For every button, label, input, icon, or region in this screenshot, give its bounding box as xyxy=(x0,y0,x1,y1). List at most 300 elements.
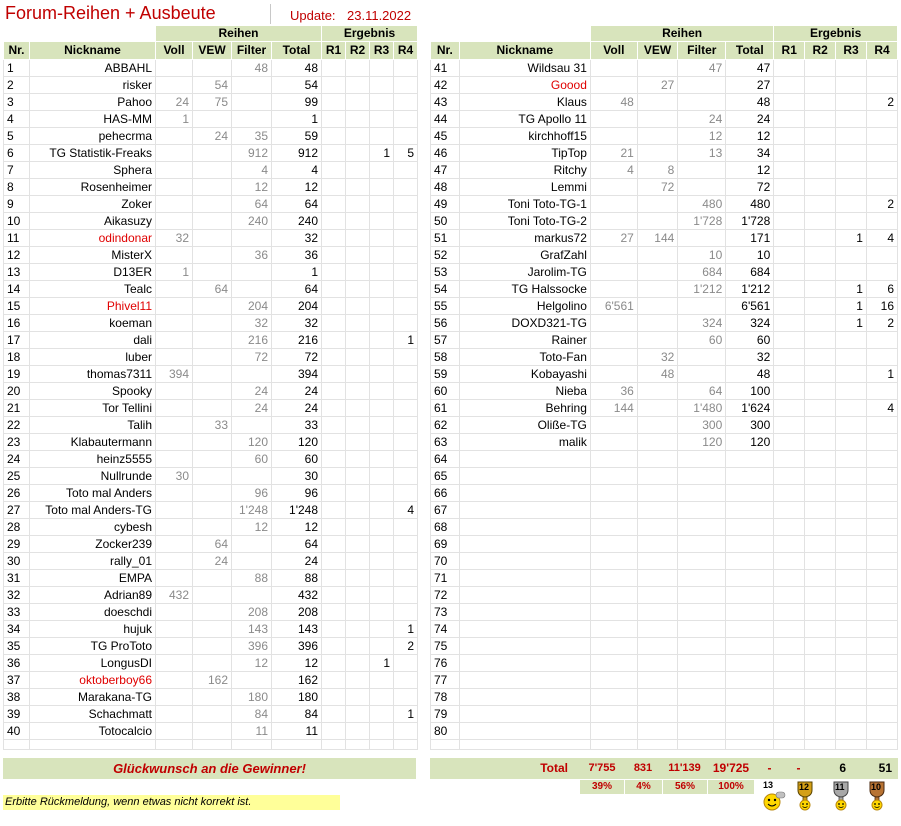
cell-nick xyxy=(459,604,590,621)
cell-r2 xyxy=(346,77,370,94)
cell-nick: Spooky xyxy=(30,383,156,400)
cell-nick: LongusDI xyxy=(30,655,156,672)
cell-filter: 1'480 xyxy=(678,400,726,417)
cell-r2 xyxy=(805,417,836,434)
cell-nr: 20 xyxy=(4,383,30,400)
cell-r4 xyxy=(394,723,418,740)
cell-r2 xyxy=(805,213,836,230)
cell-nick: dali xyxy=(30,332,156,349)
table-row xyxy=(4,179,418,196)
cell-r1 xyxy=(774,111,805,128)
spacer-cell xyxy=(866,740,897,750)
cell-total: 204 xyxy=(272,298,322,315)
cell-filter xyxy=(678,451,726,468)
cell-r4 xyxy=(866,672,897,689)
cell-r2 xyxy=(805,366,836,383)
cell-nr: 65 xyxy=(431,468,460,485)
cell-r3 xyxy=(370,706,394,723)
total-r3: 6 xyxy=(839,761,846,775)
cell-nick xyxy=(459,621,590,638)
cell-vew xyxy=(637,536,678,553)
update-label: Update: xyxy=(290,8,336,23)
col-r2: R2 xyxy=(805,42,836,60)
cell-voll: 32 xyxy=(156,230,193,247)
cell-filter: 12 xyxy=(232,179,272,196)
cell-r4 xyxy=(394,604,418,621)
cell-total: 47 xyxy=(726,60,774,77)
cell-r3: 1 xyxy=(836,281,867,298)
cell-r3 xyxy=(370,111,394,128)
cell-r1 xyxy=(322,264,346,281)
cell-nr: 3 xyxy=(4,94,30,111)
cell-nick: Goood xyxy=(459,77,590,94)
table-row xyxy=(431,264,898,281)
page-title: Forum-Reihen + Ausbeute xyxy=(5,3,216,23)
cell-r3 xyxy=(370,519,394,536)
cell-voll xyxy=(156,451,193,468)
cell-r1 xyxy=(322,281,346,298)
cell-voll: 6'561 xyxy=(590,298,637,315)
cell-filter: 120 xyxy=(232,434,272,451)
cell-filter xyxy=(678,621,726,638)
col-r2: R2 xyxy=(346,42,370,60)
cell-voll xyxy=(156,298,193,315)
cell-nr: 56 xyxy=(431,315,460,332)
pct-filter: 56% xyxy=(663,780,707,794)
cell-vew xyxy=(637,298,678,315)
cell-r2 xyxy=(346,264,370,281)
table-row xyxy=(431,519,898,536)
cell-vew xyxy=(637,400,678,417)
table-row xyxy=(431,145,898,162)
spacer-cell xyxy=(431,740,460,750)
cell-voll xyxy=(156,417,193,434)
cell-vew xyxy=(637,332,678,349)
cell-filter: 24 xyxy=(232,383,272,400)
cell-filter xyxy=(678,230,726,247)
cell-total: 64 xyxy=(272,536,322,553)
cell-nr: 18 xyxy=(4,349,30,366)
cell-nr: 12 xyxy=(4,247,30,264)
cell-total: 10 xyxy=(726,247,774,264)
cell-r4 xyxy=(394,230,418,247)
cell-r4 xyxy=(394,349,418,366)
cell-voll xyxy=(590,77,637,94)
cell-filter xyxy=(678,536,726,553)
cell-total: 12 xyxy=(272,519,322,536)
medal-label-12: 12 xyxy=(799,782,810,792)
cell-r2 xyxy=(346,162,370,179)
cell-r3 xyxy=(836,332,867,349)
cell-total xyxy=(726,604,774,621)
cell-vew xyxy=(193,230,232,247)
cell-filter xyxy=(678,570,726,587)
cell-r4 xyxy=(866,417,897,434)
cell-nr: 11 xyxy=(4,230,30,247)
cell-voll xyxy=(590,587,637,604)
table-row xyxy=(431,502,898,519)
cell-r4 xyxy=(866,179,897,196)
cell-r4 xyxy=(394,383,418,400)
table-row xyxy=(431,213,898,230)
cell-vew xyxy=(637,264,678,281)
cell-r3: 1 xyxy=(836,315,867,332)
cell-r4 xyxy=(394,213,418,230)
cell-nr: 10 xyxy=(4,213,30,230)
cell-vew xyxy=(637,468,678,485)
table-row xyxy=(4,468,418,485)
table-row xyxy=(4,264,418,281)
cell-voll xyxy=(156,553,193,570)
cell-r1 xyxy=(322,604,346,621)
cell-r3 xyxy=(836,468,867,485)
cell-r3 xyxy=(836,77,867,94)
cell-nick xyxy=(459,468,590,485)
cell-total xyxy=(726,672,774,689)
cell-r2 xyxy=(805,383,836,400)
cell-nr: 36 xyxy=(4,655,30,672)
header-ergebnis: Ergebnis xyxy=(322,26,418,42)
cell-vew: 32 xyxy=(637,349,678,366)
cell-r2 xyxy=(805,145,836,162)
cell-r1 xyxy=(322,196,346,213)
cell-total: 171 xyxy=(726,230,774,247)
cell-voll xyxy=(156,655,193,672)
cell-nr: 77 xyxy=(431,672,460,689)
cell-nr: 21 xyxy=(4,400,30,417)
cell-r2 xyxy=(346,502,370,519)
cell-r2 xyxy=(805,723,836,740)
cell-total xyxy=(726,689,774,706)
cell-r1 xyxy=(774,366,805,383)
cell-voll xyxy=(156,638,193,655)
cell-r2 xyxy=(805,638,836,655)
cell-nr: 27 xyxy=(4,502,30,519)
cell-r3 xyxy=(836,485,867,502)
table-spacer-row xyxy=(4,740,418,750)
cell-total: 912 xyxy=(272,145,322,162)
cell-nick: Kobayashi xyxy=(459,366,590,383)
cell-r3 xyxy=(370,264,394,281)
cell-vew xyxy=(637,604,678,621)
cell-voll xyxy=(156,706,193,723)
cell-r4 xyxy=(866,128,897,145)
cell-r2 xyxy=(805,502,836,519)
spacer-cell xyxy=(637,740,678,750)
total-r4: 51 xyxy=(878,761,892,775)
table-row xyxy=(431,485,898,502)
cell-vew xyxy=(193,655,232,672)
cell-r1 xyxy=(774,400,805,417)
cell-voll xyxy=(590,451,637,468)
table-row xyxy=(4,638,418,655)
cell-vew xyxy=(193,434,232,451)
cell-filter: 35 xyxy=(232,128,272,145)
cell-r3 xyxy=(836,196,867,213)
cell-r1 xyxy=(322,128,346,145)
cell-nick: Toni Toto-TG-2 xyxy=(459,213,590,230)
cell-r1 xyxy=(774,281,805,298)
cell-nick: doeschdi xyxy=(30,604,156,621)
table-row xyxy=(4,60,418,77)
cell-r3 xyxy=(836,417,867,434)
cell-nr: 53 xyxy=(431,264,460,281)
cell-r1 xyxy=(774,604,805,621)
cell-nr: 14 xyxy=(4,281,30,298)
cell-r1 xyxy=(322,60,346,77)
cell-r1 xyxy=(774,94,805,111)
cell-total: 162 xyxy=(272,672,322,689)
cell-voll xyxy=(156,77,193,94)
cell-total xyxy=(726,621,774,638)
table-row xyxy=(431,281,898,298)
cell-total xyxy=(726,638,774,655)
cell-r1 xyxy=(774,230,805,247)
cell-r4 xyxy=(866,570,897,587)
medal-label-11: 11 xyxy=(835,782,845,792)
cell-voll xyxy=(590,60,637,77)
table-row xyxy=(431,400,898,417)
table-row xyxy=(431,383,898,400)
cell-r2 xyxy=(346,417,370,434)
cell-r4 xyxy=(866,77,897,94)
cell-nr: 5 xyxy=(4,128,30,145)
cell-r4 xyxy=(394,536,418,553)
cell-r4 xyxy=(866,638,897,655)
cell-voll xyxy=(590,536,637,553)
cell-voll xyxy=(156,621,193,638)
table-row xyxy=(4,553,418,570)
table-row xyxy=(4,281,418,298)
cell-r3 xyxy=(370,230,394,247)
header-reihen: Reihen xyxy=(156,26,322,42)
cell-r4 xyxy=(866,604,897,621)
cell-r2 xyxy=(805,604,836,621)
cell-r1 xyxy=(774,213,805,230)
cell-r1 xyxy=(774,196,805,213)
cell-total xyxy=(726,536,774,553)
cell-r1 xyxy=(774,723,805,740)
cell-r4: 5 xyxy=(394,145,418,162)
cell-r2 xyxy=(805,77,836,94)
cell-vew: 33 xyxy=(193,417,232,434)
cell-total xyxy=(726,485,774,502)
cell-nr: 43 xyxy=(431,94,460,111)
table-row xyxy=(4,400,418,417)
cell-nick xyxy=(459,655,590,672)
cell-r2 xyxy=(805,451,836,468)
cell-nick: rally_01 xyxy=(30,553,156,570)
cell-filter xyxy=(678,94,726,111)
cell-nick: DOXD321-TG xyxy=(459,315,590,332)
cell-nick xyxy=(459,519,590,536)
cell-r4: 4 xyxy=(866,230,897,247)
table-row xyxy=(4,485,418,502)
cell-r1 xyxy=(322,230,346,247)
medal-label-10: 10 xyxy=(871,782,882,792)
cell-vew xyxy=(193,604,232,621)
cell-voll xyxy=(156,332,193,349)
cell-total: 59 xyxy=(272,128,322,145)
cell-voll xyxy=(156,604,193,621)
cell-r1 xyxy=(322,77,346,94)
cell-r2 xyxy=(805,264,836,281)
cell-nick xyxy=(459,485,590,502)
total-total: 19'725 xyxy=(712,761,750,775)
cell-r1 xyxy=(322,179,346,196)
cell-nick: Toto mal Anders xyxy=(30,485,156,502)
cell-r3 xyxy=(370,553,394,570)
cell-r4 xyxy=(394,315,418,332)
cell-r3 xyxy=(370,383,394,400)
col-filter: Filter xyxy=(678,42,726,60)
cell-nick: Ritchy xyxy=(459,162,590,179)
table-row xyxy=(431,434,898,451)
cell-total xyxy=(726,587,774,604)
table-row xyxy=(431,723,898,740)
cell-nick: Tealc xyxy=(30,281,156,298)
cell-vew xyxy=(193,638,232,655)
cell-filter xyxy=(678,553,726,570)
cell-r4 xyxy=(394,77,418,94)
cell-nick: Zoker xyxy=(30,196,156,213)
cell-total: 1'248 xyxy=(272,502,322,519)
cell-r3 xyxy=(370,196,394,213)
cell-r3 xyxy=(836,655,867,672)
cell-r4 xyxy=(866,451,897,468)
cell-voll xyxy=(156,383,193,400)
cell-r1 xyxy=(322,655,346,672)
cell-vew xyxy=(637,655,678,672)
table-row xyxy=(431,587,898,604)
cell-total: 36 xyxy=(272,247,322,264)
cell-r4 xyxy=(394,264,418,281)
table-row xyxy=(431,77,898,94)
cell-nr: 70 xyxy=(431,553,460,570)
spacer-cell xyxy=(459,740,590,750)
cell-nr: 23 xyxy=(4,434,30,451)
header-ergebnis: Ergebnis xyxy=(774,26,898,42)
cell-r3 xyxy=(370,502,394,519)
header-row-group xyxy=(4,26,418,42)
cell-vew xyxy=(193,519,232,536)
cell-total xyxy=(726,570,774,587)
cell-r3 xyxy=(370,315,394,332)
cell-nr: 61 xyxy=(431,400,460,417)
cell-nr: 15 xyxy=(4,298,30,315)
cell-filter: 13 xyxy=(678,145,726,162)
cell-r2 xyxy=(346,638,370,655)
cell-r2 xyxy=(346,332,370,349)
cell-filter: 84 xyxy=(232,706,272,723)
cell-voll xyxy=(590,570,637,587)
cell-filter xyxy=(232,94,272,111)
pct-vew: 4% xyxy=(625,780,662,794)
cell-voll xyxy=(590,553,637,570)
cell-r1 xyxy=(774,247,805,264)
cell-nick: cybesh xyxy=(30,519,156,536)
table-row xyxy=(4,672,418,689)
cell-filter: 216 xyxy=(232,332,272,349)
cell-total: 1'212 xyxy=(726,281,774,298)
cell-r2 xyxy=(346,570,370,587)
cell-r1 xyxy=(774,672,805,689)
cell-r3 xyxy=(836,451,867,468)
cell-filter: 300 xyxy=(678,417,726,434)
cell-voll xyxy=(590,502,637,519)
cell-nick: malik xyxy=(459,434,590,451)
cell-r3 xyxy=(836,621,867,638)
cell-r1 xyxy=(322,553,346,570)
cell-r3 xyxy=(836,60,867,77)
table-row xyxy=(4,434,418,451)
cell-nick: TG Apollo 11 xyxy=(459,111,590,128)
cell-filter: 24 xyxy=(232,400,272,417)
cell-vew xyxy=(193,706,232,723)
cell-vew xyxy=(193,485,232,502)
left-table xyxy=(3,25,418,750)
cell-r4 xyxy=(394,434,418,451)
cell-total: 1 xyxy=(272,111,322,128)
cell-nick: Behring xyxy=(459,400,590,417)
cell-r3 xyxy=(370,213,394,230)
cell-total: 12 xyxy=(272,179,322,196)
cell-nr: 60 xyxy=(431,383,460,400)
cell-voll xyxy=(156,60,193,77)
cell-vew xyxy=(637,553,678,570)
table-row xyxy=(4,230,418,247)
table-row xyxy=(4,247,418,264)
cell-r2 xyxy=(805,536,836,553)
cell-r4 xyxy=(866,468,897,485)
cell-filter: 4 xyxy=(232,162,272,179)
cell-r2 xyxy=(805,434,836,451)
cell-voll xyxy=(590,366,637,383)
cell-r4 xyxy=(394,366,418,383)
cell-r4 xyxy=(394,587,418,604)
cell-vew xyxy=(637,281,678,298)
cell-filter: 96 xyxy=(232,485,272,502)
cell-filter: 180 xyxy=(232,689,272,706)
cell-r1 xyxy=(322,451,346,468)
cell-r4 xyxy=(866,536,897,553)
cell-r4 xyxy=(866,247,897,264)
total-r1: - xyxy=(767,761,772,775)
cell-vew xyxy=(637,689,678,706)
cell-r3 xyxy=(370,434,394,451)
cell-r3 xyxy=(370,349,394,366)
cell-vew xyxy=(193,179,232,196)
cell-total: 72 xyxy=(726,179,774,196)
cell-total xyxy=(726,723,774,740)
cell-nr: 19 xyxy=(4,366,30,383)
cell-nr: 76 xyxy=(431,655,460,672)
cell-filter xyxy=(232,281,272,298)
cell-r4 xyxy=(866,111,897,128)
cell-nr: 9 xyxy=(4,196,30,213)
cell-nick: Oliße-TG xyxy=(459,417,590,434)
cell-nick: Aikasuzy xyxy=(30,213,156,230)
cell-vew xyxy=(193,570,232,587)
cell-r3 xyxy=(836,502,867,519)
cell-total: 96 xyxy=(272,485,322,502)
col-nickname: Nickname xyxy=(30,42,156,60)
cell-r3 xyxy=(836,672,867,689)
cell-r3 xyxy=(370,247,394,264)
table-row xyxy=(431,196,898,213)
cell-total: 394 xyxy=(272,366,322,383)
cell-r3 xyxy=(836,706,867,723)
